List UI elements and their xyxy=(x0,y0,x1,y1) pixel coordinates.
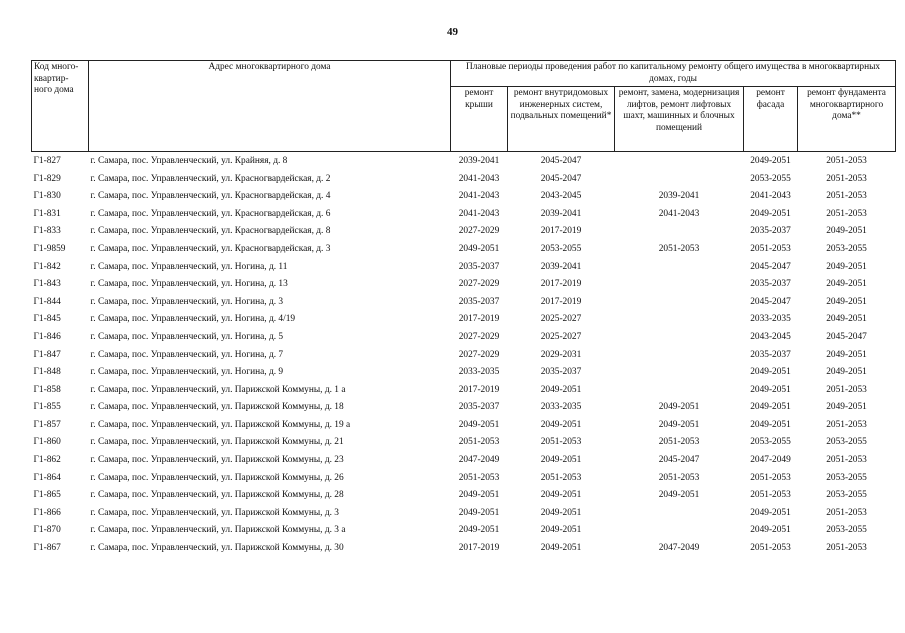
cell-facade-period: 2049-2051 xyxy=(750,208,791,219)
capital-repair-schedule-table xyxy=(31,60,896,557)
cell-house-code: Г1-827 xyxy=(33,155,61,166)
cell-roof-period: 2027-2029 xyxy=(458,349,500,360)
cell-elevator-period xyxy=(615,258,744,276)
cell-roof-period: 2041-2043 xyxy=(458,208,500,219)
cell-engineering-period: 2049-2051 xyxy=(540,384,582,395)
cell-foundation-period: 2049-2051 xyxy=(826,261,867,272)
cell-foundation-period: 2049-2051 xyxy=(826,367,867,378)
cell-engineering-period: 2045-2047 xyxy=(540,155,582,166)
cell-elevator-period xyxy=(615,311,744,329)
cell-roof-period: 2049-2051 xyxy=(458,507,500,518)
cell-facade-period: 2033-2035 xyxy=(750,314,791,325)
cell-facade-period: 2049-2051 xyxy=(750,384,791,395)
cell-foundation-period: 2049-2051 xyxy=(826,296,867,307)
table-row xyxy=(32,399,896,417)
cell-engineering-period: 2049-2051 xyxy=(540,419,582,430)
table-row xyxy=(32,223,896,241)
cell-foundation-period: 2051-2053 xyxy=(826,155,867,166)
cell-house-code: Г1-845 xyxy=(33,314,61,325)
cell-foundation-period: 2053-2055 xyxy=(826,243,867,254)
cell-house-code: Г1-831 xyxy=(33,208,61,219)
cell-address: г. Самара, пос. Управленческий, ул. Парижской Коммуны, д. 26 xyxy=(90,472,344,483)
table-row xyxy=(32,275,896,293)
cell-house-code: Г1-858 xyxy=(33,384,61,395)
cell-facade-period: 2051-2053 xyxy=(750,490,791,501)
cell-address: г. Самара, пос. Управленческий, ул. Парижской Коммуны, д. 19 а xyxy=(90,419,351,430)
table-row xyxy=(32,363,896,381)
cell-engineering-period: 2017-2019 xyxy=(540,279,582,290)
cell-house-code: Г1-865 xyxy=(33,490,61,501)
table-row xyxy=(32,311,896,329)
cell-roof-period: 2049-2051 xyxy=(458,419,500,430)
cell-house-code: Г1-844 xyxy=(33,296,61,307)
cell-house-code: Г1-867 xyxy=(33,543,61,554)
cell-facade-period: 2035-2037 xyxy=(750,226,791,237)
cell-roof-period: 2017-2019 xyxy=(458,543,500,554)
cell-elevator-period: 2045-2047 xyxy=(658,455,700,466)
cell-engineering-period: 2049-2051 xyxy=(540,507,582,518)
cell-address: г. Самара, пос. Управленческий, ул. Ногина, д. 3 xyxy=(90,296,284,307)
cell-facade-period: 2041-2043 xyxy=(750,191,791,202)
cell-house-code: Г1-857 xyxy=(33,419,61,430)
cell-foundation-period: 2045-2047 xyxy=(826,331,867,342)
header-engineering-repair: ремонт внутридомовых инженерных систем, подвальных помещений* xyxy=(508,87,615,152)
header-elevator-repair: ремонт, замена, модернизация лифтов, ремонт лифтовых шахт, машинных и блочных помещений xyxy=(615,87,744,152)
cell-elevator-period xyxy=(615,275,744,293)
cell-foundation-period: 2049-2051 xyxy=(826,402,867,413)
cell-house-code: Г1-842 xyxy=(33,261,61,272)
cell-roof-period: 2049-2051 xyxy=(458,243,500,254)
cell-elevator-period xyxy=(615,522,744,540)
cell-foundation-period: 2049-2051 xyxy=(826,226,867,237)
cell-facade-period: 2053-2055 xyxy=(750,173,791,184)
cell-facade-period: 2049-2051 xyxy=(750,367,791,378)
cell-address: г. Самара, пос. Управленческий, ул. Парижской Коммуны, д. 3 xyxy=(90,507,339,518)
cell-facade-period: 2049-2051 xyxy=(750,525,791,536)
cell-address: г. Самара, пос. Управленческий, ул. Красногвардейская, д. 6 xyxy=(90,208,331,219)
cell-address: г. Самара, пос. Управленческий, ул. Парижской Коммуны, д. 21 xyxy=(90,437,344,448)
cell-house-code: Г1-855 xyxy=(33,402,61,413)
table-row xyxy=(32,469,896,487)
cell-elevator-period: 2047-2049 xyxy=(658,543,700,554)
cell-elevator-period: 2049-2051 xyxy=(658,490,700,501)
cell-facade-period: 2035-2037 xyxy=(750,279,791,290)
cell-engineering-period: 2033-2035 xyxy=(540,402,582,413)
table-row xyxy=(32,504,896,522)
cell-foundation-period: 2051-2053 xyxy=(826,173,867,184)
cell-elevator-period xyxy=(615,381,744,399)
cell-foundation-period: 2051-2053 xyxy=(826,455,867,466)
cell-elevator-period xyxy=(615,363,744,381)
cell-roof-period: 2039-2041 xyxy=(458,155,500,166)
cell-roof-period: 2027-2029 xyxy=(458,226,500,237)
cell-elevator-period xyxy=(615,152,744,170)
cell-facade-period: 2043-2045 xyxy=(750,331,791,342)
cell-facade-period: 2051-2053 xyxy=(750,243,791,254)
cell-engineering-period: 2049-2051 xyxy=(540,455,582,466)
cell-address: г. Самара, пос. Управленческий, ул. Парижской Коммуны, д. 28 xyxy=(90,490,344,501)
cell-engineering-period: 2017-2019 xyxy=(540,226,582,237)
cell-elevator-period: 2049-2051 xyxy=(658,419,700,430)
cell-address: г. Самара, пос. Управленческий, ул. Парижской Коммуны, д. 1 а xyxy=(90,384,346,395)
table-row xyxy=(32,258,896,276)
cell-roof-period: 2049-2051 xyxy=(458,490,500,501)
cell-elevator-period: 2049-2051 xyxy=(658,402,700,413)
cell-facade-period: 2049-2051 xyxy=(750,419,791,430)
cell-elevator-period: 2051-2053 xyxy=(658,243,700,254)
cell-facade-period: 2045-2047 xyxy=(750,296,791,307)
table-row xyxy=(32,381,896,399)
cell-facade-period: 2045-2047 xyxy=(750,261,791,272)
cell-engineering-period: 2049-2051 xyxy=(540,543,582,554)
cell-elevator-period: 2041-2043 xyxy=(658,208,700,219)
cell-foundation-period: 2053-2055 xyxy=(826,490,867,501)
cell-facade-period: 2049-2051 xyxy=(750,402,791,413)
cell-address: г. Самара, пос. Управленческий, ул. Красногвардейская, д. 3 xyxy=(90,243,331,254)
cell-roof-period: 2047-2049 xyxy=(458,455,500,466)
table-row xyxy=(32,187,896,205)
cell-elevator-period xyxy=(615,293,744,311)
cell-elevator-period xyxy=(615,328,744,346)
cell-engineering-period: 2025-2027 xyxy=(540,331,582,342)
cell-address: г. Самара, пос. Управленческий, ул. Красногвардейская, д. 8 xyxy=(90,226,331,237)
cell-house-code: Г1-829 xyxy=(33,173,61,184)
cell-house-code: Г1-833 xyxy=(33,226,61,237)
cell-engineering-period: 2025-2027 xyxy=(540,314,582,325)
cell-house-code: Г1-862 xyxy=(33,455,61,466)
cell-house-code: Г1-843 xyxy=(33,279,61,290)
header-foundation-repair: ремонт фундамента многоквартирного дома** xyxy=(798,87,896,152)
header-address: Адрес многоквартирного дома xyxy=(89,61,451,152)
cell-house-code: Г1-870 xyxy=(33,525,61,536)
cell-address: г. Самара, пос. Управленческий, ул. Парижской Коммуны, д. 23 xyxy=(90,455,344,466)
cell-facade-period: 2053-2055 xyxy=(750,437,791,448)
table-row xyxy=(32,451,896,469)
cell-address: г. Самара, пос. Управленческий, ул. Ногина, д. 13 xyxy=(90,279,288,290)
header-facade-repair: ремонт фасада xyxy=(744,87,798,152)
cell-address: г. Самара, пос. Управленческий, ул. Красногвардейская, д. 4 xyxy=(90,191,331,202)
cell-facade-period: 2051-2053 xyxy=(750,543,791,554)
cell-engineering-period: 2035-2037 xyxy=(540,367,582,378)
cell-house-code: Г1-9859 xyxy=(33,243,66,254)
cell-engineering-period: 2043-2045 xyxy=(540,191,582,202)
cell-foundation-period: 2051-2053 xyxy=(826,507,867,518)
cell-foundation-period: 2051-2053 xyxy=(826,419,867,430)
cell-facade-period: 2049-2051 xyxy=(750,155,791,166)
cell-roof-period: 2017-2019 xyxy=(458,384,500,395)
table-row xyxy=(32,416,896,434)
cell-foundation-period: 2049-2051 xyxy=(826,349,867,360)
cell-roof-period: 2041-2043 xyxy=(458,173,500,184)
cell-roof-period: 2041-2043 xyxy=(458,191,500,202)
table-row xyxy=(32,170,896,188)
cell-roof-period: 2035-2037 xyxy=(458,296,500,307)
cell-roof-period: 2033-2035 xyxy=(458,367,500,378)
table-row xyxy=(32,434,896,452)
cell-elevator-period xyxy=(615,223,744,241)
cell-roof-period: 2051-2053 xyxy=(458,472,500,483)
cell-foundation-period: 2051-2053 xyxy=(826,208,867,219)
table-row xyxy=(32,293,896,311)
cell-roof-period: 2035-2037 xyxy=(458,261,500,272)
cell-address: г. Самара, пос. Управленческий, ул. Ногина, д. 9 xyxy=(90,367,284,378)
cell-address: г. Самара, пос. Управленческий, ул. Ногина, д. 11 xyxy=(90,261,288,272)
cell-engineering-period: 2051-2053 xyxy=(540,437,582,448)
cell-roof-period: 2017-2019 xyxy=(458,314,500,325)
cell-facade-period: 2051-2053 xyxy=(750,472,791,483)
cell-foundation-period: 2053-2055 xyxy=(826,525,867,536)
cell-house-code: Г1-848 xyxy=(33,367,61,378)
cell-elevator-period xyxy=(615,504,744,522)
cell-engineering-period: 2017-2019 xyxy=(540,296,582,307)
header-roof-repair: ремонт крыши xyxy=(451,87,508,152)
cell-foundation-period: 2051-2053 xyxy=(826,543,867,554)
cell-house-code: Г1-847 xyxy=(33,349,61,360)
cell-engineering-period: 2051-2053 xyxy=(540,472,582,483)
cell-house-code: Г1-846 xyxy=(33,331,61,342)
table-row xyxy=(32,486,896,504)
cell-foundation-period: 2049-2051 xyxy=(826,279,867,290)
table-row xyxy=(32,346,896,364)
cell-address: г. Самара, пос. Управленческий, ул. Парижской Коммуны, д. 3 а xyxy=(90,525,346,536)
header-planned-periods: Плановые периоды проведения работ по капитальному ремонту общего имущества в многоквартирных домах, годы xyxy=(451,61,896,87)
cell-house-code: Г1-830 xyxy=(33,191,61,202)
cell-engineering-period: 2049-2051 xyxy=(540,525,582,536)
cell-elevator-period xyxy=(615,346,744,364)
cell-address: г. Самара, пос. Управленческий, ул. Парижской Коммуны, д. 30 xyxy=(90,543,344,554)
cell-facade-period: 2049-2051 xyxy=(750,507,791,518)
cell-engineering-period: 2053-2055 xyxy=(540,243,582,254)
cell-foundation-period: 2049-2051 xyxy=(826,314,867,325)
cell-address: г. Самара, пос. Управленческий, ул. Красногвардейская, д. 2 xyxy=(90,173,331,184)
cell-foundation-period: 2051-2053 xyxy=(826,191,867,202)
cell-facade-period: 2047-2049 xyxy=(750,455,791,466)
cell-house-code: Г1-860 xyxy=(33,437,61,448)
cell-foundation-period: 2053-2055 xyxy=(826,437,867,448)
table-body xyxy=(32,152,896,557)
cell-foundation-period: 2053-2055 xyxy=(826,472,867,483)
cell-roof-period: 2051-2053 xyxy=(458,437,500,448)
cell-address: г. Самара, пос. Управленческий, ул. Ногина, д. 7 xyxy=(90,349,284,360)
table-row xyxy=(32,205,896,223)
cell-roof-period: 2035-2037 xyxy=(458,402,500,413)
cell-engineering-period: 2045-2047 xyxy=(540,173,582,184)
table-row xyxy=(32,539,896,557)
cell-engineering-period: 2039-2041 xyxy=(540,208,582,219)
cell-address: г. Самара, пос. Управленческий, ул. Крайняя, д. 8 xyxy=(90,155,288,166)
cell-address: г. Самара, пос. Управленческий, ул. Парижской Коммуны, д. 18 xyxy=(90,402,344,413)
cell-house-code: Г1-866 xyxy=(33,507,61,518)
cell-engineering-period: 2029-2031 xyxy=(540,349,582,360)
table-row xyxy=(32,522,896,540)
cell-foundation-period: 2051-2053 xyxy=(826,384,867,395)
cell-address: г. Самара, пос. Управленческий, ул. Ногина, д. 4/19 xyxy=(90,314,296,325)
cell-elevator-period: 2051-2053 xyxy=(658,472,700,483)
table-row xyxy=(32,328,896,346)
table-row xyxy=(32,240,896,258)
header-house-code: Код много-квартир-ного дома xyxy=(32,61,89,152)
cell-engineering-period: 2049-2051 xyxy=(540,490,582,501)
cell-elevator-period xyxy=(615,170,744,188)
cell-elevator-period: 2039-2041 xyxy=(658,191,700,202)
cell-roof-period: 2027-2029 xyxy=(458,331,500,342)
cell-engineering-period: 2039-2041 xyxy=(540,261,582,272)
cell-roof-period: 2049-2051 xyxy=(458,525,500,536)
cell-address: г. Самара, пос. Управленческий, ул. Ногина, д. 5 xyxy=(90,331,284,342)
cell-elevator-period: 2051-2053 xyxy=(658,437,700,448)
page-number: 49 xyxy=(447,26,458,38)
cell-house-code: Г1-864 xyxy=(33,472,61,483)
cell-facade-period: 2035-2037 xyxy=(750,349,791,360)
table-row xyxy=(32,152,896,170)
cell-roof-period: 2027-2029 xyxy=(458,279,500,290)
